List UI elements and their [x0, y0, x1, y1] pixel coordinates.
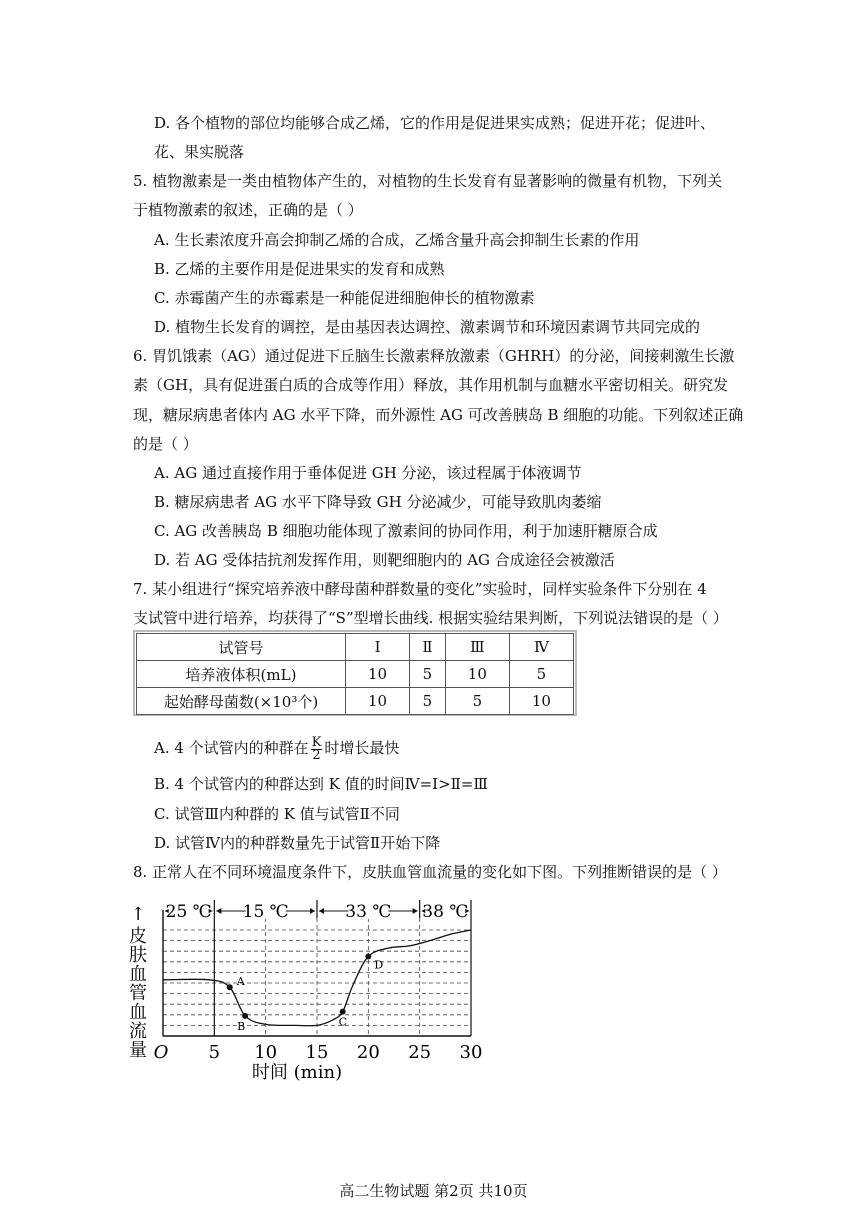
- q6-stem-line2: 素（GH，具有促进蛋白质的合成等作用）释放，其作用机制与血糖水平密切相关。研究发: [133, 376, 729, 394]
- table-cell: 试管号: [137, 634, 346, 661]
- q7-option-a: [154, 734, 399, 762]
- q5-option-a: A. 生长素浓度升高会抑制乙烯的合成，乙烯含量升高会抑制生长素的作用: [154, 231, 640, 249]
- table-cell: Ⅱ: [410, 634, 446, 661]
- q5-stem-line2: 于植物激素的叙述，正确的是（ ）: [133, 201, 363, 219]
- data-point-label: A: [236, 975, 245, 989]
- table-cell: 起始酵母菌数(×10³个): [137, 688, 346, 715]
- data-point: [242, 1013, 248, 1019]
- band-label: 38 ℃: [422, 902, 469, 922]
- q6-stem-line4: 的是（ ）: [133, 435, 198, 453]
- blood-flow-chart: [128, 888, 488, 1088]
- band-arrow-head: [413, 908, 418, 914]
- q5-stem-line1: 5. 植物激素是一类由植物体产生的，对植物的生长发育有显著影响的微量有机物，下列关: [133, 172, 723, 190]
- q6-option-d: D. 若 AG 受体拮抗剂发挥作用，则靶细胞内的 AG 合成途径会被激活: [154, 551, 615, 569]
- fraction-numerator: K: [311, 734, 322, 750]
- x-tick-label: 15: [305, 1042, 329, 1063]
- x-tick-label: 5: [208, 1042, 221, 1063]
- q5-option-c: C. 赤霉菌产生的赤霉素是一种能促进细胞伸长的植物激素: [154, 289, 535, 307]
- y-axis-label-char: 流: [129, 1021, 147, 1042]
- band-arrow-head: [216, 908, 221, 914]
- band-arrow-head: [319, 908, 324, 914]
- band-label: 25 ℃: [165, 902, 212, 922]
- y-axis-label-char: 血: [129, 1002, 147, 1023]
- y-axis-label-char: 皮: [129, 926, 147, 947]
- q6-option-a: A. AG 通过直接作用于垂体促进 GH 分泌，该过程属于体液调节: [154, 464, 582, 482]
- band-arrow-head: [310, 908, 315, 914]
- q5-option-b: B. 乙烯的主要作用是促进果实的发育和成熟: [154, 260, 445, 278]
- data-point-label: C: [338, 1015, 348, 1029]
- q6-stem-line1: 6. 胃饥饿素（AG）通过促进下丘脑生长激素释放激素（GHRH）的分泌，间接刺激生长激: [133, 347, 735, 365]
- q7-option-d: D. 试管Ⅳ内的种群数量先于试管Ⅱ开始下降: [154, 834, 441, 852]
- data-point-label: D: [374, 958, 384, 972]
- q6-stem-line3: 现，糖尿病患者体内 AG 水平下降，而外源性 AG 可改善胰岛 B 细胞的功能。下列叙述正确: [133, 406, 744, 424]
- table-row: [137, 634, 574, 661]
- data-point: [340, 1009, 346, 1015]
- q7-option-a-pre: A. 4 个试管内的种群在: [154, 739, 309, 757]
- y-axis-arrow: ↑: [130, 904, 146, 925]
- table-cell: 5: [509, 661, 573, 688]
- data-point-label: B: [237, 1019, 246, 1033]
- y-axis-label-char: 管: [129, 983, 147, 1004]
- data-point: [365, 954, 371, 960]
- q7-option-b: B. 4 个试管内的种群达到 K 值的时间Ⅳ=Ⅰ>Ⅱ=Ⅲ: [154, 775, 488, 793]
- table-cell: 5: [445, 688, 509, 715]
- q6-option-b: B. 糖尿病患者 AG 水平下降导致 GH 分泌减少，可能导致肌肉萎缩: [154, 493, 602, 511]
- table-row: [137, 688, 574, 715]
- origin-label: O: [153, 1042, 169, 1063]
- q7-option-c: C. 试管Ⅲ内种群的 K 值与试管Ⅱ不同: [154, 805, 400, 823]
- table-cell: Ⅰ: [346, 634, 410, 661]
- table-cell: 10: [346, 688, 410, 715]
- x-axis-label: 时间 (min): [251, 1062, 343, 1083]
- fraction-denominator: 2: [312, 747, 321, 763]
- table-cell: 10: [346, 661, 410, 688]
- band-label: 33 ℃: [345, 902, 392, 922]
- q7-stem-line1: 7. 某小组进行“探究培养液中酵母菌种群数量的变化”实验时，同样实验条件下分别在 4: [133, 580, 707, 598]
- page-footer: 高二生物试题 第2页 共10页: [339, 1182, 528, 1200]
- table-cell: Ⅲ: [445, 634, 509, 661]
- y-axis-label-char: 肤: [129, 945, 147, 966]
- band-label: 15 ℃: [242, 902, 289, 922]
- tube-table: [136, 633, 574, 715]
- q7-stem-line2: 支试管中进行培养，均获得了“S”型增长曲线. 根据实验结果判断，下列说法错误的是（ ）: [133, 609, 728, 627]
- table-cell: 5: [410, 688, 446, 715]
- table-cell: 10: [445, 661, 509, 688]
- q7-option-a-post: 时增长最快: [324, 739, 400, 757]
- data-point: [227, 984, 233, 990]
- q6-option-c: C. AG 改善胰岛 B 细胞功能体现了激素间的协同作用，利于加速肝糖原合成: [154, 522, 658, 540]
- q4-option-d-line1: D. 各个植物的部位均能够合成乙烯，它的作用是促进果实成熟；促进开花；促进叶、: [154, 114, 716, 132]
- q5-option-d: D. 植物生长发育的调控，是由基因表达调控、激素调节和环境因素调节共同完成的: [154, 318, 701, 336]
- table-row: [137, 661, 574, 688]
- q4-option-d-line2: 花、果实脱落: [154, 143, 245, 161]
- table-cell: 培养液体积(mL): [137, 661, 346, 688]
- table-cell: 10: [509, 688, 573, 715]
- x-tick-label: 10: [254, 1042, 278, 1063]
- table-cell: 5: [410, 661, 446, 688]
- x-tick-label: 20: [356, 1042, 380, 1063]
- y-axis-label-char: 量: [129, 1040, 147, 1061]
- y-axis-label-char: 血: [129, 964, 147, 985]
- x-tick-label: 30: [459, 1042, 483, 1063]
- q8-stem: 8. 正常人在不同环境温度条件下，皮肤血管血流量的变化如下图。下列推断错误的是（ ）: [133, 863, 727, 881]
- x-tick-label: 25: [408, 1042, 432, 1063]
- table-cell: Ⅳ: [509, 634, 573, 661]
- k-over-2-fraction: [311, 734, 323, 763]
